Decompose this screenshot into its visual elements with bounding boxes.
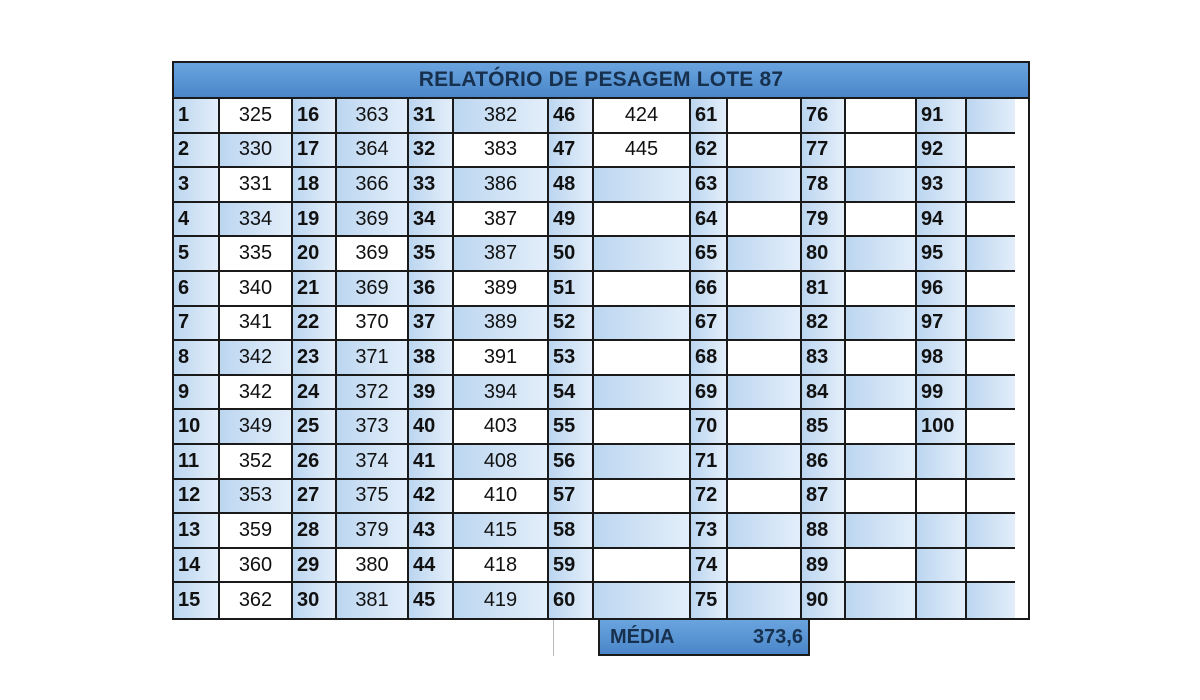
item-number: 25 [293,410,337,445]
item-number: 13 [174,514,220,549]
item-number: 15 [174,583,220,618]
weight-value: 391 [454,341,549,376]
item-number: 2 [174,134,220,169]
weight-value: 331 [220,168,293,203]
weight-value [846,480,917,515]
item-number: 47 [549,134,594,169]
weight-value: 408 [454,445,549,480]
item-number: 80 [802,237,846,272]
item-number: 30 [293,583,337,618]
weight-value: 369 [337,237,409,272]
item-number: 9 [174,376,220,411]
item-number: 64 [691,203,728,238]
item-number: 5 [174,237,220,272]
item-number: 3 [174,168,220,203]
item-number: 67 [691,307,728,342]
weight-value [594,445,691,480]
item-number: 23 [293,341,337,376]
weight-value: 379 [337,514,409,549]
item-number: 76 [802,99,846,134]
weight-value: 375 [337,480,409,515]
item-number: 36 [409,272,454,307]
item-number: 45 [409,583,454,618]
weight-value [594,549,691,584]
item-number: 24 [293,376,337,411]
item-number: 86 [802,445,846,480]
weight-value: 383 [454,134,549,169]
item-number: 17 [293,134,337,169]
item-number: 49 [549,203,594,238]
item-number: 18 [293,168,337,203]
report-title: RELATÓRIO DE PESAGEM LOTE 87 [174,63,1028,99]
item-number: 50 [549,237,594,272]
weight-value [594,237,691,272]
weight-value: 424 [594,99,691,134]
item-number: 60 [549,583,594,618]
weight-value [728,168,802,203]
weight-value: 373 [337,410,409,445]
weight-value: 366 [337,168,409,203]
weight-value: 415 [454,514,549,549]
item-number: 90 [802,583,846,618]
weight-value: 341 [220,307,293,342]
item-number: 54 [549,376,594,411]
item-number: 41 [409,445,454,480]
weight-value [967,272,1015,307]
weight-value [728,410,802,445]
item-number: 98 [917,341,967,376]
weight-value [728,549,802,584]
weight-value [967,341,1015,376]
weight-value [594,514,691,549]
item-number: 75 [691,583,728,618]
item-number: 81 [802,272,846,307]
item-number: 87 [802,480,846,515]
weight-value: 389 [454,272,549,307]
weight-value: 352 [220,445,293,480]
item-number: 56 [549,445,594,480]
weight-value: 394 [454,376,549,411]
item-number: 58 [549,514,594,549]
weight-value [594,583,691,618]
weight-value [967,237,1015,272]
weight-value: 410 [454,480,549,515]
item-number: 62 [691,134,728,169]
weight-value: 342 [220,341,293,376]
item-number: 63 [691,168,728,203]
item-number: 32 [409,134,454,169]
weight-value: 387 [454,237,549,272]
weight-value: 363 [337,99,409,134]
weight-value [967,549,1015,584]
item-number: 100 [917,410,967,445]
weight-value [728,134,802,169]
item-number: 44 [409,549,454,584]
item-number: 29 [293,549,337,584]
item-number: 12 [174,480,220,515]
item-number: 53 [549,341,594,376]
weight-value [846,445,917,480]
weight-value: 372 [337,376,409,411]
item-number: 71 [691,445,728,480]
divider-line [553,620,554,656]
item-number: 73 [691,514,728,549]
item-number: 82 [802,307,846,342]
item-number: 96 [917,272,967,307]
item-number [917,445,967,480]
weight-value: 387 [454,203,549,238]
weight-value [728,376,802,411]
weight-value [728,307,802,342]
weight-value [728,341,802,376]
item-number: 7 [174,307,220,342]
item-number: 74 [691,549,728,584]
item-number: 95 [917,237,967,272]
item-number: 69 [691,376,728,411]
item-number: 70 [691,410,728,445]
item-number: 92 [917,134,967,169]
item-number: 39 [409,376,454,411]
weight-value: 340 [220,272,293,307]
weight-value [846,410,917,445]
weight-value: 359 [220,514,293,549]
item-number: 33 [409,168,454,203]
item-number: 61 [691,99,728,134]
weight-value: 325 [220,99,293,134]
item-number: 77 [802,134,846,169]
weight-value [728,445,802,480]
item-number: 57 [549,480,594,515]
item-number: 78 [802,168,846,203]
item-number: 4 [174,203,220,238]
weight-value: 380 [337,549,409,584]
item-number: 20 [293,237,337,272]
item-number [917,480,967,515]
weight-value: 389 [454,307,549,342]
weight-value: 403 [454,410,549,445]
item-number [917,514,967,549]
item-number: 37 [409,307,454,342]
weight-value [967,514,1015,549]
item-number [917,583,967,618]
weight-value [728,203,802,238]
weight-value: 371 [337,341,409,376]
weight-value [846,168,917,203]
weight-value [967,410,1015,445]
item-number: 34 [409,203,454,238]
item-number: 19 [293,203,337,238]
weight-value [846,134,917,169]
weight-value [967,203,1015,238]
item-number: 40 [409,410,454,445]
weight-value: 342 [220,376,293,411]
weight-value [967,445,1015,480]
weight-value: 335 [220,237,293,272]
weight-value: 369 [337,272,409,307]
weight-value: 360 [220,549,293,584]
item-number: 42 [409,480,454,515]
weight-value [594,410,691,445]
weight-value [967,376,1015,411]
weighing-report-table [172,61,1030,620]
item-number: 22 [293,307,337,342]
weight-value [846,583,917,618]
weight-value [967,583,1015,618]
item-number: 14 [174,549,220,584]
weight-value [846,307,917,342]
weight-value [846,376,917,411]
weight-value: 382 [454,99,549,134]
weight-value [967,134,1015,169]
weight-value [846,549,917,584]
weight-value: 364 [337,134,409,169]
item-number: 28 [293,514,337,549]
weights-grid [174,99,1028,618]
item-number: 31 [409,99,454,134]
weight-value: 369 [337,203,409,238]
weight-value: 334 [220,203,293,238]
item-number: 6 [174,272,220,307]
average-label: MÉDIA [610,625,675,648]
weight-value [594,376,691,411]
weight-value: 381 [337,583,409,618]
item-number: 51 [549,272,594,307]
weight-value [846,341,917,376]
weight-value [967,307,1015,342]
average-summary [598,618,810,656]
weight-value [594,272,691,307]
weight-value [846,272,917,307]
weight-value [594,341,691,376]
item-number: 38 [409,341,454,376]
item-number: 79 [802,203,846,238]
item-number: 55 [549,410,594,445]
item-number: 48 [549,168,594,203]
weight-value [728,514,802,549]
weight-value [594,203,691,238]
item-number: 26 [293,445,337,480]
weight-value [967,168,1015,203]
item-number: 1 [174,99,220,134]
item-number: 11 [174,445,220,480]
weight-value: 418 [454,549,549,584]
item-number: 84 [802,376,846,411]
item-number: 59 [549,549,594,584]
average-value: 373,6 [752,625,803,648]
item-number: 27 [293,480,337,515]
item-number: 65 [691,237,728,272]
item-number: 93 [917,168,967,203]
item-number: 8 [174,341,220,376]
weight-value [728,480,802,515]
weight-value [967,480,1015,515]
item-number: 52 [549,307,594,342]
item-number: 46 [549,99,594,134]
weight-value: 353 [220,480,293,515]
weight-value [846,99,917,134]
weight-value: 386 [454,168,549,203]
item-number: 85 [802,410,846,445]
item-number: 83 [802,341,846,376]
weight-value [728,272,802,307]
weight-value: 419 [454,583,549,618]
item-number: 66 [691,272,728,307]
weight-value [594,307,691,342]
item-number: 10 [174,410,220,445]
item-number: 72 [691,480,728,515]
weight-value: 362 [220,583,293,618]
weight-value [594,168,691,203]
item-number [917,549,967,584]
item-number: 21 [293,272,337,307]
item-number: 35 [409,237,454,272]
weight-value: 445 [594,134,691,169]
item-number: 91 [917,99,967,134]
item-number: 88 [802,514,846,549]
weight-value [846,237,917,272]
item-number: 99 [917,376,967,411]
weight-value: 370 [337,307,409,342]
weight-value [846,203,917,238]
item-number: 43 [409,514,454,549]
weight-value [594,480,691,515]
weight-value: 374 [337,445,409,480]
weight-value [728,99,802,134]
weight-value: 330 [220,134,293,169]
weight-value [728,237,802,272]
weight-value [967,99,1015,134]
item-number: 94 [917,203,967,238]
weight-value [846,514,917,549]
item-number: 16 [293,99,337,134]
item-number: 89 [802,549,846,584]
item-number: 68 [691,341,728,376]
item-number: 97 [917,307,967,342]
weight-value: 349 [220,410,293,445]
weight-value [728,583,802,618]
